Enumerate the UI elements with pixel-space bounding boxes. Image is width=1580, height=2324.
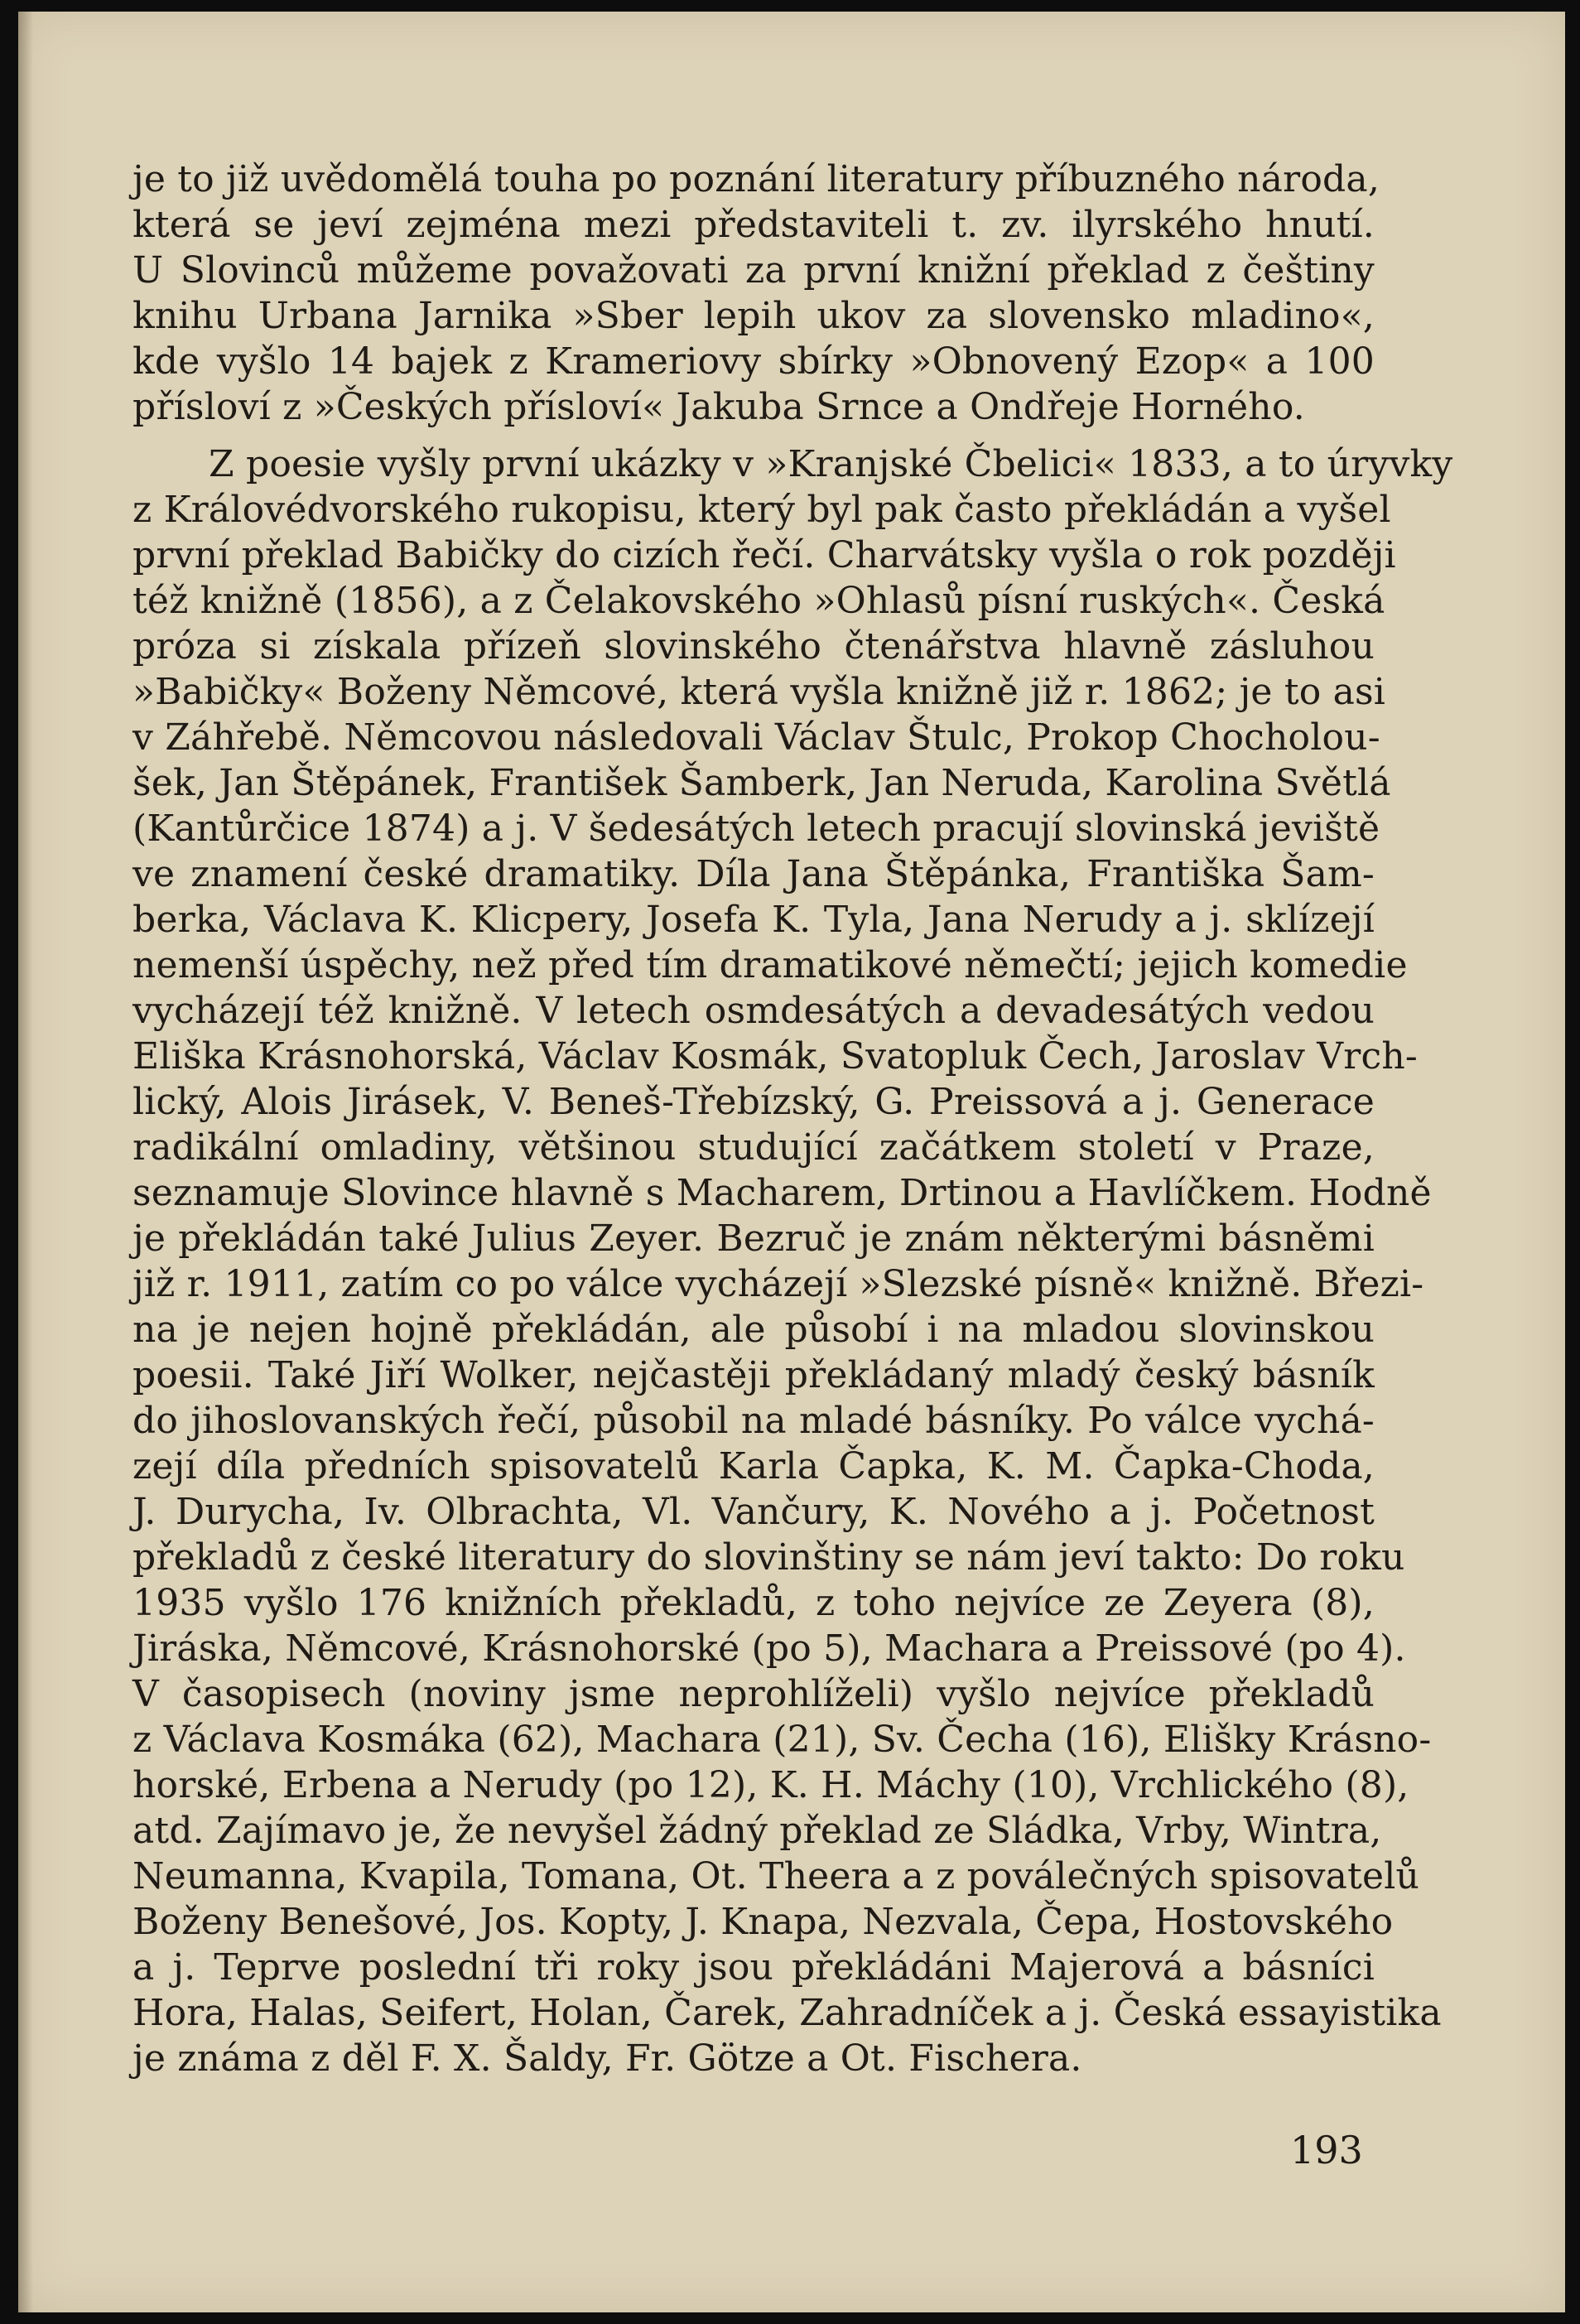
body-text xyxy=(132,157,1453,2081)
text-line: próza si získala přízeň slovinského čtenářstva hlavně zásluhou xyxy=(132,625,1375,668)
text-line: do jihoslovanských řečí, působil na mladé básníky. Po válce vychá- xyxy=(132,1400,1375,1442)
text-line: seznamuje Slovince hlavně s Macharem, Drtinou a Havlíčkem. Hodně xyxy=(132,1172,1432,1214)
page-number: 193 xyxy=(1290,2128,1363,2172)
text-line: ve znamení české dramatiky. Díla Jana Štěpánka, Františka Šam- xyxy=(132,853,1375,895)
text-line: Eliška Krásnohorská, Václav Kosmák, Svatopluk Čech, Jaroslav Vrch- xyxy=(132,1035,1418,1078)
text-line: Neumanna, Kvapila, Tomana, Ot. Theera a z poválečných spisovatelů xyxy=(132,1855,1420,1897)
text-line: která se jeví zejména mezi představiteli t. zv. ilyrského hnutí. xyxy=(132,204,1375,246)
text-line: poesii. Také Jiří Wolker, nejčastěji překládaný mladý český básník xyxy=(132,1354,1375,1396)
text-line: z Václava Kosmáka (62), Machara (21), Sv. Čecha (16), Elišky Krásno- xyxy=(132,1719,1432,1761)
text-line: první překlad Babičky do cizích řečí. Charvátsky vyšla o rok později xyxy=(132,534,1396,576)
paragraph-gap xyxy=(132,430,1375,441)
text-line: na je nejen hojně překládán, ale působí i na mladou slovinskou xyxy=(132,1309,1375,1351)
text-line: je překládán také Julius Zeyer. Bezruč je znám některými básněmi xyxy=(132,1217,1375,1260)
text-line: lický, Alois Jirásek, V. Beneš-Třebízský, G. Preissová a j. Generace xyxy=(132,1081,1375,1123)
text-line: knihu Urbana Jarnika »Sber lepih ukov za slovensko mladino«, xyxy=(132,295,1375,337)
text-line: a j. Teprve poslední tři roky jsou překládáni Majerová a básníci xyxy=(132,1946,1375,1989)
text-line: (Kantůrčice 1874) a j. V šedesátých letech pracují slovinská jeviště xyxy=(132,808,1380,850)
text-line: atd. Zajímavo je, že nevyšel žádný překlad ze Sládka, Vrby, Wintra, xyxy=(132,1810,1382,1852)
text-line: V časopisech (noviny jsme neprohlíželi) vyšlo nejvíce překladů xyxy=(132,1673,1375,1715)
text-line: v Záhřebě. Němcovou následovali Václav Štulc, Prokop Chocholou- xyxy=(132,716,1380,759)
text-line: kde vyšlo 14 bajek z Krameriovy sbírky »Obnovený Ezop« a 100 xyxy=(132,340,1375,383)
text-line: berka, Václava K. Klicpery, Josefa K. Tyla, Jana Nerudy a j. sklízejí xyxy=(132,899,1375,941)
text-line: U Slovinců můžeme považovati za první knižní překlad z češtiny xyxy=(132,249,1375,292)
text-line: radikální omladiny, většinou studující začátkem století v Praze, xyxy=(132,1126,1375,1169)
text-line: J. Durycha, Iv. Olbrachta, Vl. Vančury, K. Nového a j. Početnost xyxy=(132,1491,1375,1533)
text-line: Jiráska, Němcové, Krásnohorské (po 5), Machara a Preissové (po 4). xyxy=(132,1627,1406,1670)
text-line: šek, Jan Štěpánek, František Šamberk, Jan Neruda, Karolina Světlá xyxy=(132,762,1391,804)
text-line: přísloví z »Českých přísloví« Jakuba Srnce a Ondřeje Horného. xyxy=(132,386,1305,428)
text-line: vycházejí též knižně. V letech osmdesátých a devadesátých vedou xyxy=(132,990,1375,1032)
text-line: Boženy Benešové, Jos. Kopty, J. Knapa, Nezvala, Čepa, Hostovského xyxy=(132,1901,1394,1943)
text-line: z Královédvorského rukopisu, který byl pak často překládán a vyšel xyxy=(132,489,1391,531)
text-line: Hora, Halas, Seifert, Holan, Čarek, Zahradníček a j. Česká essayistika xyxy=(132,1992,1442,2034)
text-line: překladů z české literatury do slovinštiny se nám jeví takto: Do roku xyxy=(132,1536,1405,1579)
text-line: je to již uvědomělá touha po poznání literatury příbuzného národa, xyxy=(132,158,1380,200)
text-line: též knižně (1856), a z Čelakovského »Ohlasů písní ruských«. Česká xyxy=(132,580,1385,622)
book-page xyxy=(18,12,1565,2312)
text-line: zejí díla předních spisovatelů Karla Čapka, K. M. Čapka-Choda, xyxy=(132,1445,1375,1487)
text-line: Z poesie vyšly první ukázky v »Kranjské Čbelici« 1833, a to úryvky xyxy=(209,443,1453,485)
text-line: 1935 vyšlo 176 knižních překladů, z toho nejvíce ze Zeyera (8), xyxy=(132,1582,1375,1624)
text-line: horské, Erbena a Nerudy (po 12), K. H. Máchy (10), Vrchlického (8), xyxy=(132,1764,1409,1806)
text-line: je známa z děl F. X. Šaldy, Fr. Götze a Ot. Fischera. xyxy=(132,2037,1082,2080)
page-gutter-shadow xyxy=(18,12,33,2312)
text-line: nemenší úspěchy, než před tím dramatikové němečtí; jejich komedie xyxy=(132,944,1408,986)
text-line: »Babičky« Boženy Němcové, která vyšla knižně již r. 1862; je to asi xyxy=(132,671,1386,713)
text-line: již r. 1911, zatím co po válce vycházejí »Slezské písně« knižně. Březi- xyxy=(132,1263,1424,1305)
